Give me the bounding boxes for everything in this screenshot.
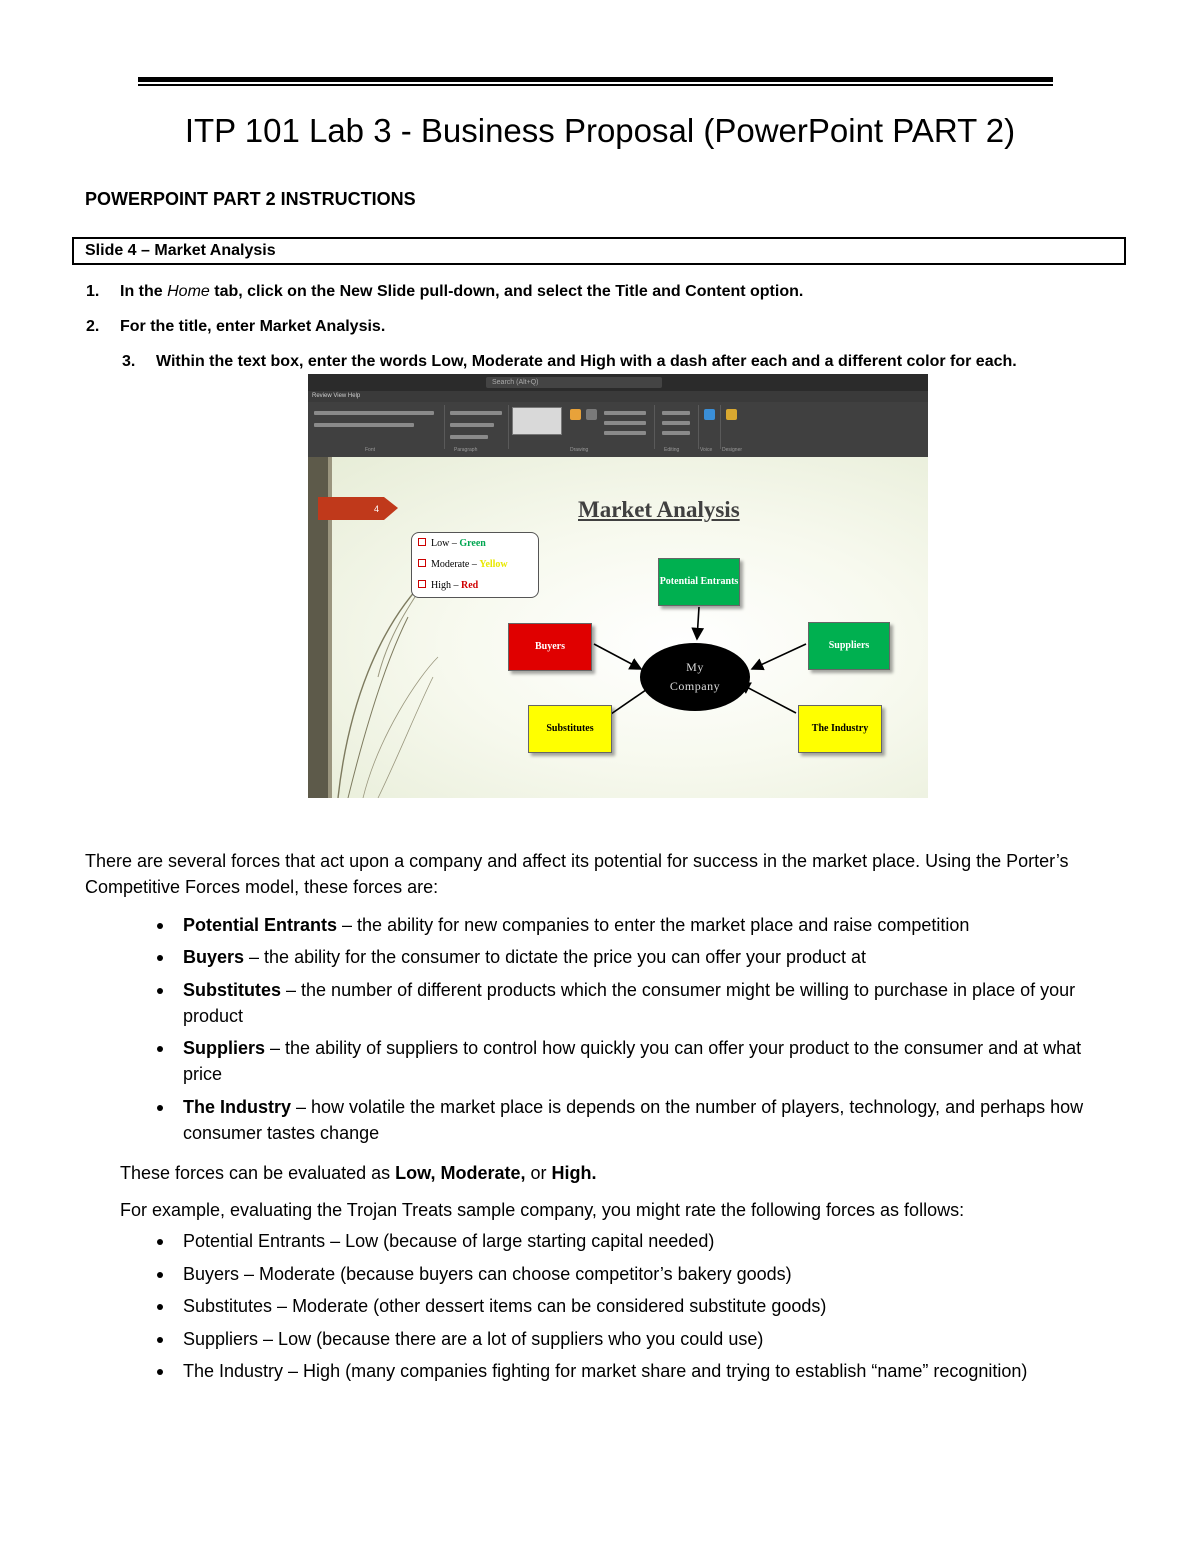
force-buyers: Buyers <box>508 623 592 671</box>
step-number: 2. <box>86 318 100 335</box>
ribbon-group-editing <box>658 405 699 453</box>
header-rule-thin <box>138 84 1053 86</box>
section-heading: POWERPOINT PART 2 INSTRUCTIONS <box>85 189 416 209</box>
step-3 <box>122 353 1017 371</box>
example-item: Buyers – Moderate (because buyers can choose competitor’s bakery goods) <box>183 1264 792 1284</box>
checkbox-icon <box>418 580 426 588</box>
ribbon-group-label: Paragraph <box>454 447 478 453</box>
slide-number-banner <box>318 497 398 520</box>
powerpoint-screenshot <box>308 374 928 798</box>
force-item: Suppliers – the ability of suppliers to control how quickly you can offer your product to the consumer and at what price <box>183 1038 1082 1084</box>
ribbon-group-drawing <box>564 405 655 453</box>
force-item: Potential Entrants – the ability for new companies to enter the market place and raise competition <box>183 915 970 935</box>
step-text: In the <box>120 283 168 300</box>
step-number: 3. <box>122 353 136 370</box>
force-item: Substitutes – the number of different products which the consumer might be willing to purchase in place of your product <box>183 980 1076 1026</box>
legend-low: Low – Green <box>418 538 486 549</box>
example-item: Potential Entrants – Low (because of large starting capital needed) <box>183 1231 715 1251</box>
ribbon-group-voice <box>700 405 721 453</box>
step-text: For the title, enter Market Analysis. <box>120 318 386 335</box>
my-company-oval <box>640 643 750 711</box>
bullet-icon <box>157 1369 163 1375</box>
header-rule-thick <box>138 77 1053 82</box>
bullet-icon <box>157 988 163 994</box>
bullet-icon <box>157 1304 163 1310</box>
step-text: tab, click on the New Slide pull-down, and select the Title and Content option. <box>209 283 804 300</box>
arrow-industry <box>739 683 796 713</box>
bullet-icon <box>157 955 163 961</box>
force-item: Buyers – the ability for the consumer to dictate the price you can offer your product at <box>183 947 867 967</box>
legend-value: Red <box>461 580 479 591</box>
search-box: Search (Alt+Q) <box>486 377 662 388</box>
intro-paragraph: There are several forces that act upon a company and affect its potential for success in the market place. Using the Porter’s Competitive Forces model, these forces are: <box>85 851 1069 897</box>
checkbox-icon <box>418 559 426 567</box>
bullet-icon <box>157 1105 163 1111</box>
bullet-icon <box>157 1272 163 1278</box>
legend-value: Yellow <box>479 559 508 570</box>
shapes-gallery <box>512 407 562 435</box>
step-1 <box>86 283 803 301</box>
ribbon-group-font <box>310 405 445 453</box>
force-substitutes: Substitutes <box>528 705 612 753</box>
ribbon <box>308 402 928 457</box>
bullet-icon <box>157 1337 163 1343</box>
legend-moderate: Moderate – Yellow <box>418 559 508 570</box>
bullet-icon <box>157 1239 163 1245</box>
legend-textbox <box>411 532 539 598</box>
bullet-icon <box>157 1046 163 1052</box>
example-item: Substitutes – Moderate (other dessert items can be considered substitute goods) <box>183 1296 827 1316</box>
arrow-entrants <box>697 607 699 639</box>
slide-heading-box <box>72 237 1126 265</box>
step-emphasis: Home <box>167 283 210 300</box>
ribbon-menu: Review View Help <box>312 393 361 399</box>
legend-high: High – Red <box>418 580 478 591</box>
example-intro: For example, evaluating the Trojan Treats sample company, you might rate the following forces as follows: <box>120 1200 965 1220</box>
ribbon-group-label: Editing <box>664 447 680 453</box>
ribbon-group-label: Drawing <box>570 447 589 453</box>
bullet-icon <box>157 923 163 929</box>
force-item: The Industry – how volatile the market place is depends on the number of players, technology, and perhaps how consumer tastes change <box>183 1097 1084 1143</box>
checkbox-icon <box>418 538 426 546</box>
ribbon-group-label: Font <box>365 447 376 453</box>
slide-number: 4 <box>374 504 380 514</box>
force-suppliers: Suppliers <box>808 622 890 670</box>
ribbon-group-paragraph <box>446 405 509 453</box>
arrow-suppliers <box>752 644 806 669</box>
evaluation-line: These forces can be evaluated as Low, Moderate, or High. <box>120 1163 597 1183</box>
slide-heading: Slide 4 – Market Analysis <box>85 242 276 259</box>
slide-canvas <box>308 457 928 798</box>
example-item: Suppliers – Low (because there are a lot of suppliers who you could use) <box>183 1329 764 1349</box>
force-the-industry: The Industry <box>798 705 882 753</box>
slide-title: Market Analysis <box>578 497 740 522</box>
ribbon-group-designer <box>722 405 744 453</box>
step-2 <box>86 318 385 336</box>
arrow-buyers <box>594 644 641 669</box>
title-bar <box>308 374 928 391</box>
page-title: ITP 101 Lab 3 - Business Proposal (PowerPoint PART 2) <box>184 112 1016 149</box>
example-item: The Industry – High (many companies fighting for market share and trying to establish “name” recognition) <box>183 1361 1028 1381</box>
ribbon-group-label: Voice <box>700 447 713 453</box>
force-potential-entrants: Potential Entrants <box>658 558 740 606</box>
center-line-2: Company <box>669 679 721 693</box>
ribbon-group-label: Designer <box>722 447 743 453</box>
slide-workarea <box>308 457 928 798</box>
step-number: 1. <box>86 283 100 300</box>
step-text: Within the text box, enter the words Low, Moderate and High with a dash after each and a different color for each. <box>156 353 1017 370</box>
center-line-1: My <box>686 660 704 674</box>
legend-value: Green <box>459 538 486 549</box>
